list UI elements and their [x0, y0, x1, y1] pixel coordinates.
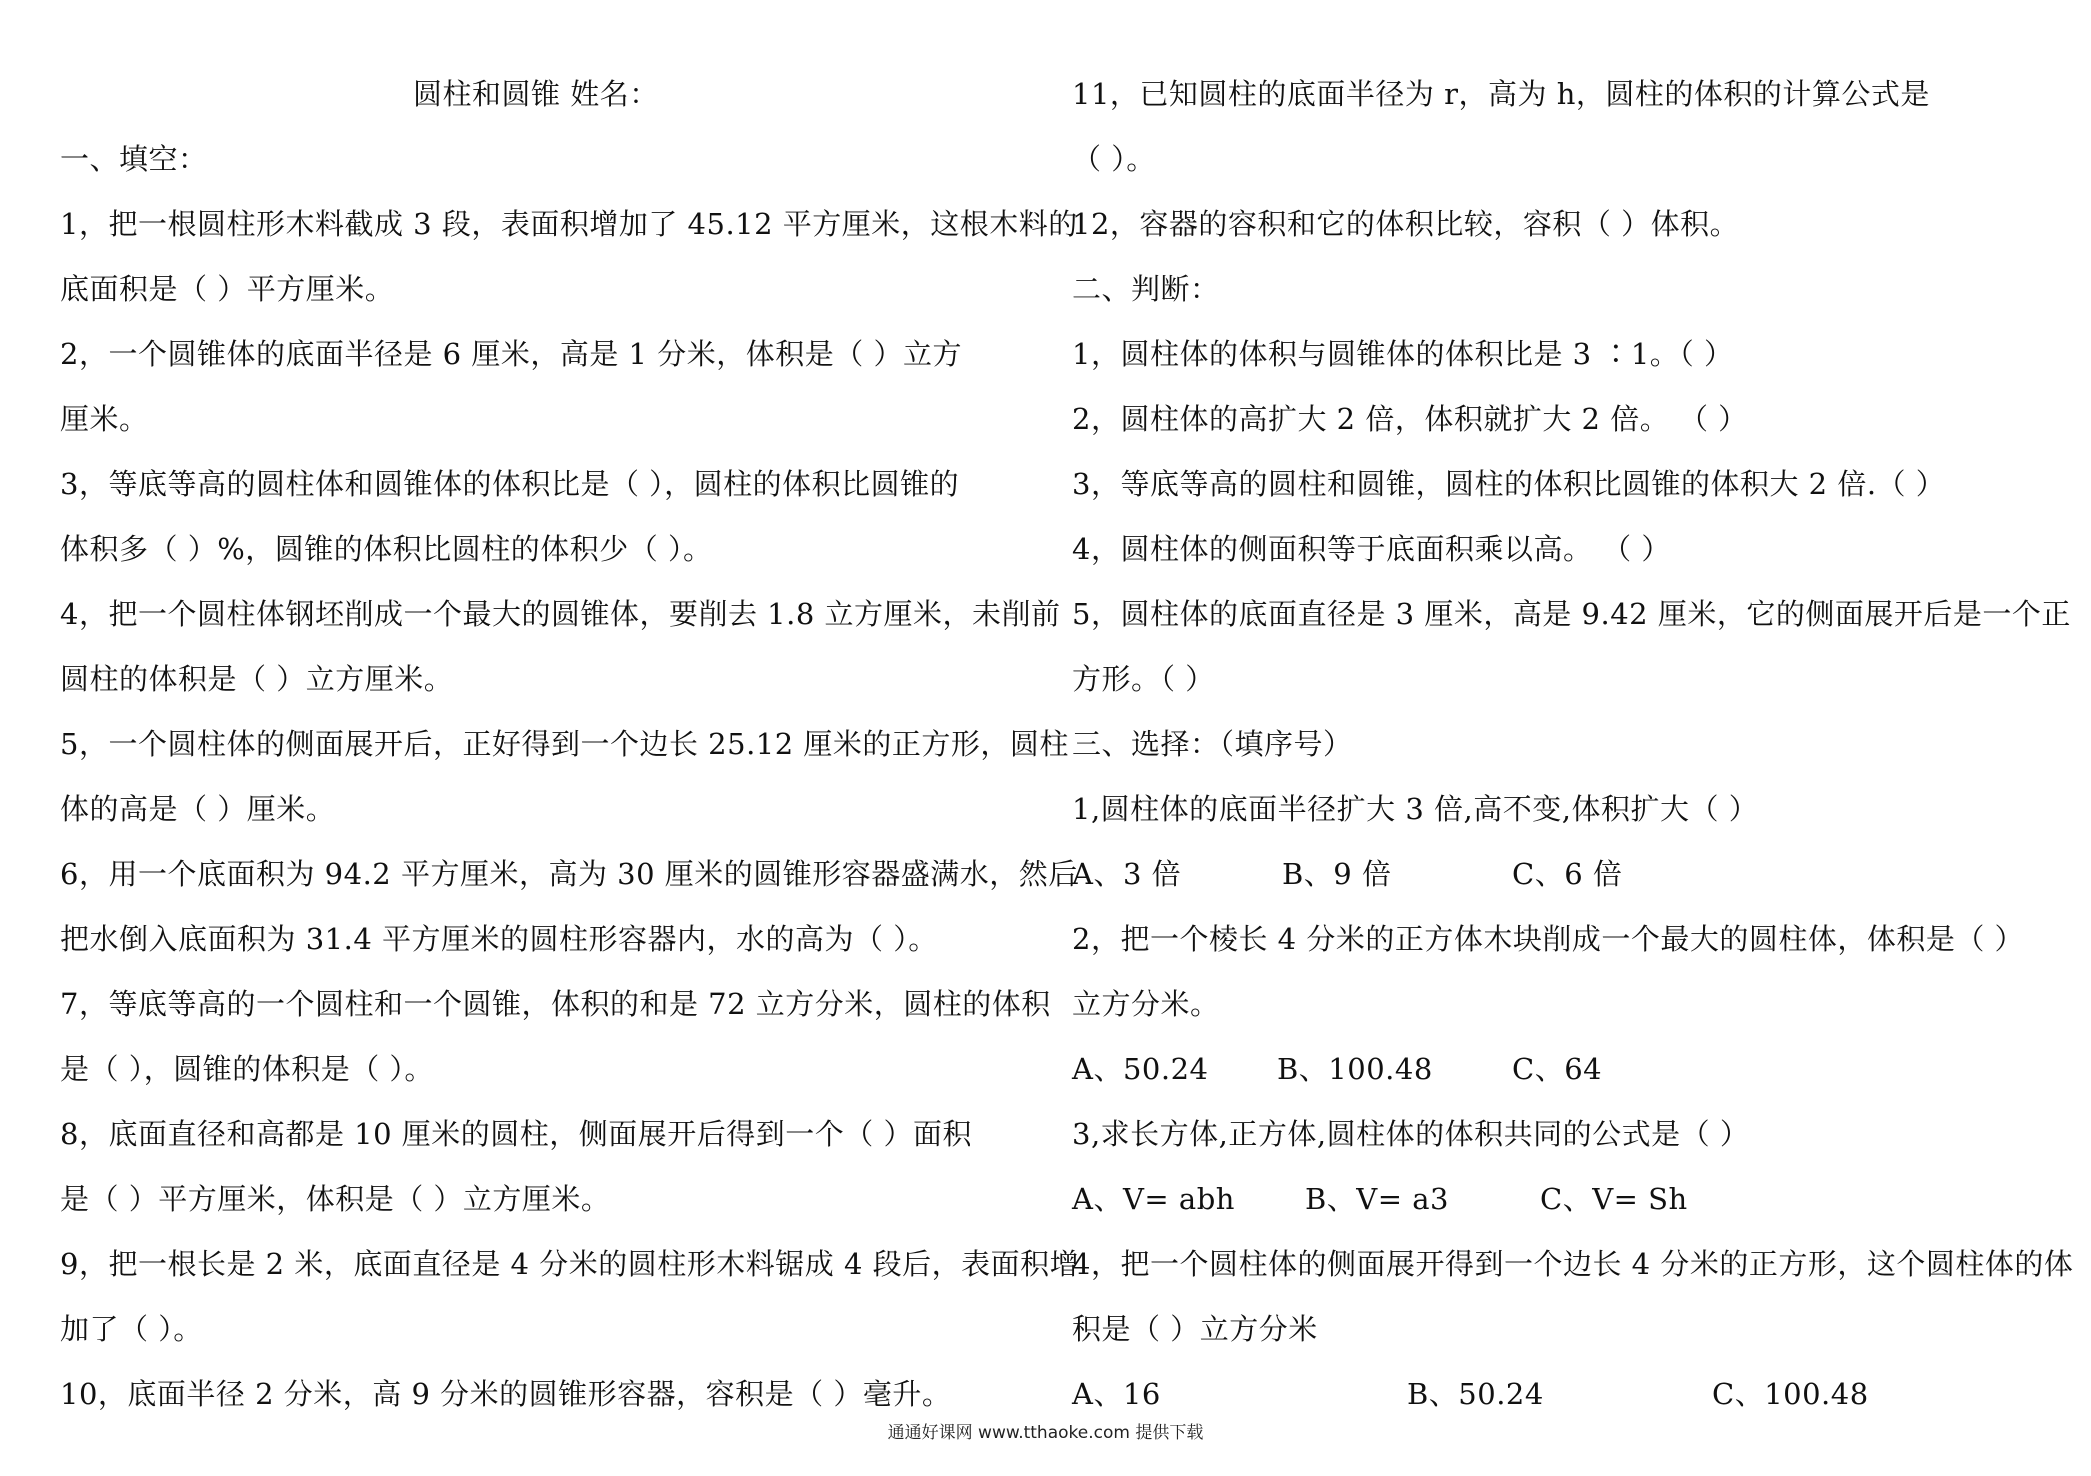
option-c: C、100.48: [1712, 1377, 1869, 1411]
left-column: [60, 70, 1080, 1435]
question-line: 积是（ ）立方分米: [1072, 1312, 1318, 1346]
question-line: 4，把一个圆柱体的侧面展开得到一个边长 4 分米的正方形，这个圆柱体的体: [1072, 1247, 2074, 1281]
question-line: 是（ ），圆锥的体积是（ ）。: [60, 1052, 434, 1086]
question-line: 把水倒入底面积为 31.4 平方厘米的圆柱形容器内，水的高为（ ）。: [60, 922, 938, 956]
option-b: B、50.24: [1407, 1377, 1544, 1411]
option-a: A、V= abh: [1072, 1182, 1235, 1216]
question-line: 1，圆柱体的体积与圆锥体的体积比是 3 ∶1。（ ）: [1072, 337, 1734, 371]
question-line: 5，圆柱体的底面直径是 3 厘米，高是 9.42 厘米，它的侧面展开后是一个正: [1072, 597, 2071, 631]
question-line: 底面积是（ ）平方厘米。: [60, 272, 395, 306]
question-line: 4，把一个圆柱体钢坯削成一个最大的圆锥体，要削去 1.8 立方厘米，未削前: [60, 597, 1061, 631]
question-line: 2，一个圆锥体的底面半径是 6 厘米，高是 1 分米，体积是（ ）立方: [60, 337, 962, 371]
option-c: C、V= Sh: [1540, 1182, 1688, 1216]
option-a: A、50.24: [1072, 1052, 1209, 1086]
option-b: B、V= a3: [1305, 1182, 1450, 1216]
option-row: [1072, 850, 2047, 915]
option-c: C、64: [1512, 1052, 1603, 1086]
right-column: [1072, 70, 2074, 1435]
question-line: 3，等底等高的圆柱和圆锥，圆柱的体积比圆锥的体积大 2 倍.（ ）: [1072, 467, 1946, 501]
question-line: 3,求长方体,正方体,圆柱体的体积共同的公式是（ ）: [1072, 1117, 1750, 1151]
question-line: 方形。（ ）: [1072, 662, 1215, 696]
question-line: 4，圆柱体的侧面积等于底面积乘以高。 （ ）: [1072, 532, 1671, 566]
section-heading-fill: 一、填空：: [60, 142, 208, 176]
option-a: A、16: [1072, 1377, 1161, 1411]
question-line: 2，把一个棱长 4 分米的正方体木块削成一个最大的圆柱体，体积是（ ）: [1072, 922, 2025, 956]
question-line: 6，用一个底面积为 94.2 平方厘米，高为 30 厘米的圆锥形容器盛满水，然后: [60, 857, 1078, 891]
question-line: 1,圆柱体的底面半径扩大 3 倍,高不变,体积扩大（ ）: [1072, 792, 1759, 826]
question-line: 圆柱的体积是（ ）立方厘米。: [60, 662, 454, 696]
option-row: [1072, 1175, 2047, 1240]
option-row: [1072, 1045, 2047, 1110]
question-line: 2，圆柱体的高扩大 2 倍，体积就扩大 2 倍。 （ ）: [1072, 402, 1748, 436]
section-heading-judge: 二、判断：: [1072, 272, 1220, 306]
page-title: 圆柱和圆锥 姓名：: [413, 77, 659, 111]
question-line: 11，已知圆柱的底面半径为 r，高为 h，圆柱的体积的计算公式是: [1072, 77, 1930, 111]
question-line: 体积多（ ）%，圆锥的体积比圆柱的体积少（ ）。: [60, 532, 713, 566]
question-line: 9，把一根长是 2 米，底面直径是 4 分米的圆柱形木料锯成 4 段后，表面积增: [60, 1247, 1080, 1281]
question-line: 加了（ ）。: [60, 1312, 203, 1346]
question-line: （ ）。: [1072, 142, 1156, 176]
question-line: 立方分米。: [1072, 987, 1220, 1021]
option-b: B、9 倍: [1282, 857, 1392, 891]
question-line: 3，等底等高的圆柱体和圆锥体的体积比是（ ），圆柱的体积比圆锥的: [60, 467, 960, 501]
question-line: 厘米。: [60, 402, 149, 436]
option-b: B、100.48: [1277, 1052, 1433, 1086]
question-line: 1，把一根圆柱形木料截成 3 段，表面积增加了 45.12 平方厘米，这根木料的: [60, 207, 1078, 241]
question-line: 7，等底等高的一个圆柱和一个圆锥，体积的和是 72 立方分米，圆柱的体积: [60, 987, 1051, 1021]
footer-watermark: 通通好课网 www.tthaoke.com 提供下载: [887, 1423, 1204, 1443]
question-line: 体的高是（ ）厘米。: [60, 792, 336, 826]
question-line: 5，一个圆柱体的侧面展开后，正好得到一个边长 25.12 厘米的正方形，圆柱: [60, 727, 1069, 761]
section-heading-choice: 三、选择：（填序号）: [1072, 727, 1353, 761]
question-line: 10，底面半径 2 分米，高 9 分米的圆锥形容器，容积是（ ）毫升。: [60, 1377, 952, 1411]
question-line: 8，底面直径和高都是 10 厘米的圆柱，侧面展开后得到一个（ ）面积: [60, 1117, 973, 1151]
option-a: A、3 倍: [1072, 857, 1182, 891]
question-line: 是（ ）平方厘米，体积是（ ）立方厘米。: [60, 1182, 611, 1216]
option-c: C、6 倍: [1512, 857, 1623, 891]
question-line: 12，容器的容积和它的体积比较，容积（ ）体积。: [1072, 207, 1740, 241]
